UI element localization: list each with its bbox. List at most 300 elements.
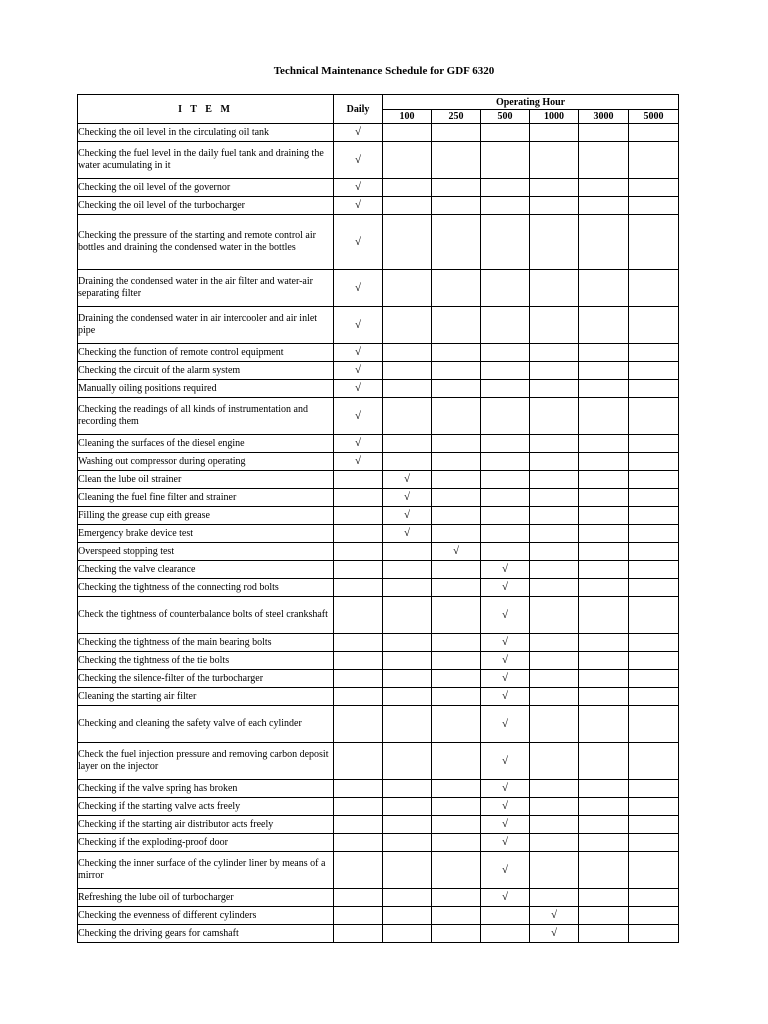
check-mark: √ bbox=[501, 754, 509, 767]
operating-hour-header: Operating Hour bbox=[383, 95, 679, 110]
maintenance-schedule-table bbox=[77, 94, 679, 943]
check-mark: √ bbox=[501, 717, 509, 730]
schedule-cell-100 bbox=[383, 889, 432, 907]
hour-header-1000: 1000 bbox=[530, 110, 579, 124]
item-description: Draining the condensed water in the air filter and water-air separating filter bbox=[78, 270, 334, 307]
schedule-cell-1000 bbox=[530, 307, 579, 344]
schedule-cell-500 bbox=[481, 889, 530, 907]
schedule-cell-Daily bbox=[334, 798, 383, 816]
check-mark: √ bbox=[354, 153, 362, 166]
hour-header-500: 500 bbox=[481, 110, 530, 124]
schedule-cell-Daily bbox=[334, 597, 383, 634]
item-column-header: I T E M bbox=[78, 95, 334, 124]
schedule-cell-1000 bbox=[530, 925, 579, 943]
schedule-cell-1000 bbox=[530, 634, 579, 652]
schedule-cell-Daily bbox=[334, 561, 383, 579]
item-description: Checking the tightness of the main bearing bolts bbox=[78, 634, 334, 652]
hour-header-250: 250 bbox=[432, 110, 481, 124]
schedule-cell-100 bbox=[383, 597, 432, 634]
schedule-cell-250 bbox=[432, 362, 481, 380]
schedule-cell-500 bbox=[481, 142, 530, 179]
schedule-cell-100 bbox=[383, 507, 432, 525]
schedule-cell-100 bbox=[383, 706, 432, 743]
check-mark: √ bbox=[354, 382, 362, 394]
table-row bbox=[78, 579, 679, 597]
check-mark: √ bbox=[501, 836, 509, 848]
schedule-cell-250 bbox=[432, 798, 481, 816]
schedule-cell-Daily bbox=[334, 925, 383, 943]
schedule-cell-250 bbox=[432, 889, 481, 907]
schedule-cell-Daily bbox=[334, 852, 383, 889]
schedule-cell-250 bbox=[432, 706, 481, 743]
schedule-cell-250 bbox=[432, 925, 481, 943]
item-description: Checking if the starting valve acts freely bbox=[78, 798, 334, 816]
check-mark: √ bbox=[501, 891, 509, 903]
item-description: Check the fuel injection pressure and removing carbon deposit layer on the injector bbox=[78, 743, 334, 780]
schedule-cell-3000 bbox=[579, 543, 629, 561]
schedule-cell-3000 bbox=[579, 634, 629, 652]
check-mark: √ bbox=[354, 318, 362, 331]
schedule-cell-100 bbox=[383, 453, 432, 471]
schedule-cell-5000 bbox=[629, 688, 679, 706]
schedule-cell-5000 bbox=[629, 780, 679, 798]
table-row bbox=[78, 780, 679, 798]
schedule-cell-100 bbox=[383, 543, 432, 561]
schedule-cell-3000 bbox=[579, 344, 629, 362]
item-description: Refreshing the lube oil of turbocharger bbox=[78, 889, 334, 907]
schedule-cell-5000 bbox=[629, 816, 679, 834]
schedule-cell-1000 bbox=[530, 197, 579, 215]
schedule-cell-250 bbox=[432, 344, 481, 362]
schedule-cell-100 bbox=[383, 362, 432, 380]
check-mark: √ bbox=[403, 473, 411, 485]
table-row bbox=[78, 453, 679, 471]
item-description: Check the tightness of counterbalance bolts of steel crankshaft bbox=[78, 597, 334, 634]
check-mark: √ bbox=[501, 818, 509, 830]
item-description: Manually oiling positions required bbox=[78, 380, 334, 398]
item-description: Checking the silence-filter of the turbocharger bbox=[78, 670, 334, 688]
schedule-cell-100 bbox=[383, 816, 432, 834]
table-row bbox=[78, 270, 679, 307]
table-row bbox=[78, 834, 679, 852]
check-mark: √ bbox=[354, 281, 362, 294]
table-row bbox=[78, 380, 679, 398]
schedule-cell-1000 bbox=[530, 597, 579, 634]
schedule-cell-250 bbox=[432, 380, 481, 398]
item-description: Checking the pressure of the starting and remote control air bottles and draining the condensed water in the bottles bbox=[78, 215, 334, 270]
table-row bbox=[78, 652, 679, 670]
schedule-cell-100 bbox=[383, 907, 432, 925]
schedule-cell-1000 bbox=[530, 344, 579, 362]
check-mark: √ bbox=[501, 654, 509, 666]
schedule-cell-3000 bbox=[579, 435, 629, 453]
schedule-cell-5000 bbox=[629, 471, 679, 489]
schedule-cell-1000 bbox=[530, 142, 579, 179]
schedule-cell-3000 bbox=[579, 380, 629, 398]
schedule-cell-5000 bbox=[629, 889, 679, 907]
schedule-cell-Daily bbox=[334, 398, 383, 435]
item-description: Emergency brake device test bbox=[78, 525, 334, 543]
schedule-cell-Daily bbox=[334, 179, 383, 197]
schedule-cell-250 bbox=[432, 907, 481, 925]
hour-header-100: 100 bbox=[383, 110, 432, 124]
check-mark: √ bbox=[501, 563, 509, 575]
schedule-cell-Daily bbox=[334, 270, 383, 307]
schedule-cell-500 bbox=[481, 124, 530, 142]
schedule-cell-Daily bbox=[334, 507, 383, 525]
schedule-cell-1000 bbox=[530, 889, 579, 907]
schedule-cell-3000 bbox=[579, 507, 629, 525]
table-row bbox=[78, 743, 679, 780]
item-description: Checking the readings of all kinds of instrumentation and recording them bbox=[78, 398, 334, 435]
item-description: Overspeed stopping test bbox=[78, 543, 334, 561]
schedule-cell-5000 bbox=[629, 307, 679, 344]
schedule-cell-1000 bbox=[530, 652, 579, 670]
schedule-cell-3000 bbox=[579, 907, 629, 925]
check-mark: √ bbox=[354, 455, 362, 467]
schedule-cell-500 bbox=[481, 344, 530, 362]
table-row bbox=[78, 142, 679, 179]
schedule-cell-500 bbox=[481, 179, 530, 197]
schedule-cell-500 bbox=[481, 798, 530, 816]
schedule-cell-100 bbox=[383, 670, 432, 688]
schedule-cell-1000 bbox=[530, 435, 579, 453]
schedule-cell-Daily bbox=[334, 380, 383, 398]
check-mark: √ bbox=[403, 491, 411, 503]
schedule-cell-100 bbox=[383, 471, 432, 489]
item-description: Checking if the exploding-proof door bbox=[78, 834, 334, 852]
check-mark: √ bbox=[354, 126, 362, 138]
schedule-cell-3000 bbox=[579, 834, 629, 852]
schedule-cell-3000 bbox=[579, 307, 629, 344]
schedule-cell-250 bbox=[432, 634, 481, 652]
check-mark: √ bbox=[501, 608, 509, 621]
item-description: Clean the lube oil strainer bbox=[78, 471, 334, 489]
schedule-cell-5000 bbox=[629, 634, 679, 652]
schedule-cell-1000 bbox=[530, 670, 579, 688]
schedule-cell-1000 bbox=[530, 398, 579, 435]
schedule-cell-3000 bbox=[579, 597, 629, 634]
table-row bbox=[78, 124, 679, 142]
schedule-cell-250 bbox=[432, 543, 481, 561]
schedule-cell-Daily bbox=[334, 362, 383, 380]
schedule-cell-500 bbox=[481, 579, 530, 597]
schedule-cell-500 bbox=[481, 543, 530, 561]
schedule-cell-3000 bbox=[579, 362, 629, 380]
schedule-cell-100 bbox=[383, 579, 432, 597]
schedule-cell-3000 bbox=[579, 215, 629, 270]
schedule-cell-3000 bbox=[579, 670, 629, 688]
schedule-cell-5000 bbox=[629, 561, 679, 579]
schedule-cell-500 bbox=[481, 362, 530, 380]
schedule-cell-1000 bbox=[530, 215, 579, 270]
schedule-cell-5000 bbox=[629, 270, 679, 307]
item-description: Checking and cleaning the safety valve of each cylinder bbox=[78, 706, 334, 743]
hour-header-5000: 5000 bbox=[629, 110, 679, 124]
schedule-cell-1000 bbox=[530, 543, 579, 561]
schedule-cell-3000 bbox=[579, 889, 629, 907]
schedule-cell-250 bbox=[432, 834, 481, 852]
schedule-cell-250 bbox=[432, 597, 481, 634]
schedule-cell-Daily bbox=[334, 634, 383, 652]
schedule-cell-500 bbox=[481, 471, 530, 489]
item-description: Checking the oil level in the circulating oil tank bbox=[78, 124, 334, 142]
schedule-cell-500 bbox=[481, 398, 530, 435]
schedule-cell-5000 bbox=[629, 197, 679, 215]
schedule-cell-100 bbox=[383, 142, 432, 179]
schedule-cell-250 bbox=[432, 215, 481, 270]
table-row bbox=[78, 307, 679, 344]
schedule-cell-Daily bbox=[334, 907, 383, 925]
schedule-cell-Daily bbox=[334, 142, 383, 179]
item-description: Cleaning the fuel fine filter and strainer bbox=[78, 489, 334, 507]
check-mark: √ bbox=[403, 509, 411, 521]
schedule-cell-500 bbox=[481, 780, 530, 798]
schedule-cell-3000 bbox=[579, 579, 629, 597]
schedule-cell-Daily bbox=[334, 453, 383, 471]
schedule-cell-1000 bbox=[530, 179, 579, 197]
schedule-cell-500 bbox=[481, 706, 530, 743]
schedule-cell-500 bbox=[481, 307, 530, 344]
schedule-cell-250 bbox=[432, 453, 481, 471]
table-row bbox=[78, 597, 679, 634]
document-title: Technical Maintenance Schedule for GDF 6320 bbox=[273, 65, 495, 77]
schedule-body bbox=[78, 124, 679, 943]
schedule-cell-1000 bbox=[530, 834, 579, 852]
schedule-cell-5000 bbox=[629, 507, 679, 525]
schedule-cell-100 bbox=[383, 798, 432, 816]
table-row bbox=[78, 670, 679, 688]
table-row bbox=[78, 435, 679, 453]
schedule-cell-3000 bbox=[579, 780, 629, 798]
table-row bbox=[78, 215, 679, 270]
schedule-cell-100 bbox=[383, 270, 432, 307]
schedule-cell-3000 bbox=[579, 852, 629, 889]
schedule-cell-100 bbox=[383, 634, 432, 652]
table-row bbox=[78, 507, 679, 525]
schedule-cell-500 bbox=[481, 561, 530, 579]
check-mark: √ bbox=[354, 181, 362, 193]
schedule-cell-3000 bbox=[579, 525, 629, 543]
schedule-cell-1000 bbox=[530, 780, 579, 798]
schedule-cell-5000 bbox=[629, 525, 679, 543]
schedule-cell-1000 bbox=[530, 471, 579, 489]
check-mark: √ bbox=[501, 672, 509, 684]
schedule-cell-1000 bbox=[530, 489, 579, 507]
schedule-cell-500 bbox=[481, 197, 530, 215]
table-row bbox=[78, 543, 679, 561]
schedule-cell-5000 bbox=[629, 362, 679, 380]
table-row bbox=[78, 798, 679, 816]
schedule-cell-1000 bbox=[530, 907, 579, 925]
table-row bbox=[78, 489, 679, 507]
check-mark: √ bbox=[354, 437, 362, 449]
schedule-cell-500 bbox=[481, 597, 530, 634]
schedule-cell-100 bbox=[383, 525, 432, 543]
schedule-cell-250 bbox=[432, 471, 481, 489]
schedule-cell-100 bbox=[383, 124, 432, 142]
schedule-cell-3000 bbox=[579, 688, 629, 706]
schedule-cell-Daily bbox=[334, 543, 383, 561]
check-mark: √ bbox=[501, 800, 509, 812]
check-mark: √ bbox=[452, 545, 460, 557]
item-description: Washing out compressor during operating bbox=[78, 453, 334, 471]
schedule-cell-Daily bbox=[334, 471, 383, 489]
schedule-cell-3000 bbox=[579, 124, 629, 142]
check-mark: √ bbox=[501, 782, 509, 794]
schedule-cell-250 bbox=[432, 816, 481, 834]
schedule-cell-100 bbox=[383, 435, 432, 453]
schedule-cell-5000 bbox=[629, 834, 679, 852]
schedule-cell-3000 bbox=[579, 706, 629, 743]
schedule-cell-3000 bbox=[579, 142, 629, 179]
schedule-cell-Daily bbox=[334, 124, 383, 142]
schedule-cell-Daily bbox=[334, 834, 383, 852]
schedule-cell-250 bbox=[432, 852, 481, 889]
table-row bbox=[78, 179, 679, 197]
schedule-cell-250 bbox=[432, 398, 481, 435]
check-mark: √ bbox=[550, 909, 558, 921]
item-description: Checking the oil level of the turbocharger bbox=[78, 197, 334, 215]
schedule-cell-500 bbox=[481, 907, 530, 925]
schedule-cell-Daily bbox=[334, 706, 383, 743]
schedule-cell-250 bbox=[432, 652, 481, 670]
table-row bbox=[78, 471, 679, 489]
table-row bbox=[78, 362, 679, 380]
schedule-cell-1000 bbox=[530, 816, 579, 834]
schedule-cell-250 bbox=[432, 197, 481, 215]
schedule-cell-100 bbox=[383, 561, 432, 579]
schedule-cell-500 bbox=[481, 435, 530, 453]
schedule-cell-250 bbox=[432, 743, 481, 780]
schedule-cell-1000 bbox=[530, 798, 579, 816]
schedule-cell-100 bbox=[383, 834, 432, 852]
schedule-cell-3000 bbox=[579, 743, 629, 780]
schedule-cell-250 bbox=[432, 307, 481, 344]
schedule-cell-1000 bbox=[530, 362, 579, 380]
schedule-cell-500 bbox=[481, 380, 530, 398]
schedule-cell-Daily bbox=[334, 889, 383, 907]
schedule-cell-500 bbox=[481, 525, 530, 543]
item-description: Checking the fuel level in the daily fuel tank and draining the water acumulating in it bbox=[78, 142, 334, 179]
item-description: Checking the tightness of the connecting rod bolts bbox=[78, 579, 334, 597]
schedule-cell-500 bbox=[481, 453, 530, 471]
table-row bbox=[78, 344, 679, 362]
schedule-cell-500 bbox=[481, 834, 530, 852]
schedule-cell-5000 bbox=[629, 435, 679, 453]
schedule-cell-5000 bbox=[629, 124, 679, 142]
table-row bbox=[78, 706, 679, 743]
check-mark: √ bbox=[354, 346, 362, 358]
schedule-cell-Daily bbox=[334, 743, 383, 780]
schedule-cell-3000 bbox=[579, 471, 629, 489]
schedule-cell-500 bbox=[481, 215, 530, 270]
schedule-cell-250 bbox=[432, 507, 481, 525]
schedule-cell-5000 bbox=[629, 798, 679, 816]
schedule-cell-250 bbox=[432, 670, 481, 688]
schedule-cell-5000 bbox=[629, 398, 679, 435]
schedule-cell-5000 bbox=[629, 489, 679, 507]
check-mark: √ bbox=[550, 927, 558, 939]
check-mark: √ bbox=[354, 235, 362, 248]
schedule-cell-5000 bbox=[629, 743, 679, 780]
schedule-cell-250 bbox=[432, 780, 481, 798]
table-row bbox=[78, 197, 679, 215]
schedule-cell-Daily bbox=[334, 780, 383, 798]
schedule-cell-100 bbox=[383, 398, 432, 435]
schedule-cell-5000 bbox=[629, 652, 679, 670]
item-description: Checking the evenness of different cylinders bbox=[78, 907, 334, 925]
schedule-cell-500 bbox=[481, 489, 530, 507]
schedule-cell-1000 bbox=[530, 852, 579, 889]
table-row bbox=[78, 925, 679, 943]
schedule-cell-5000 bbox=[629, 706, 679, 743]
schedule-cell-100 bbox=[383, 307, 432, 344]
check-mark: √ bbox=[501, 690, 509, 702]
check-mark: √ bbox=[354, 364, 362, 376]
schedule-cell-500 bbox=[481, 634, 530, 652]
schedule-cell-5000 bbox=[629, 543, 679, 561]
table-row bbox=[78, 561, 679, 579]
schedule-cell-5000 bbox=[629, 670, 679, 688]
schedule-cell-100 bbox=[383, 780, 432, 798]
item-description: Checking the oil level of the governor bbox=[78, 179, 334, 197]
table-row bbox=[78, 525, 679, 543]
schedule-cell-250 bbox=[432, 124, 481, 142]
item-description: Cleaning the starting air filter bbox=[78, 688, 334, 706]
schedule-cell-Daily bbox=[334, 344, 383, 362]
item-description: Checking the valve clearance bbox=[78, 561, 334, 579]
schedule-cell-1000 bbox=[530, 380, 579, 398]
schedule-cell-Daily bbox=[334, 670, 383, 688]
schedule-cell-5000 bbox=[629, 907, 679, 925]
table-row bbox=[78, 907, 679, 925]
schedule-cell-100 bbox=[383, 215, 432, 270]
schedule-cell-250 bbox=[432, 489, 481, 507]
schedule-cell-250 bbox=[432, 142, 481, 179]
schedule-cell-5000 bbox=[629, 453, 679, 471]
schedule-cell-3000 bbox=[579, 398, 629, 435]
schedule-cell-250 bbox=[432, 179, 481, 197]
item-description: Checking the circuit of the alarm system bbox=[78, 362, 334, 380]
schedule-cell-250 bbox=[432, 435, 481, 453]
schedule-cell-500 bbox=[481, 670, 530, 688]
schedule-cell-3000 bbox=[579, 270, 629, 307]
schedule-cell-Daily bbox=[334, 816, 383, 834]
check-mark: √ bbox=[354, 409, 362, 422]
schedule-cell-Daily bbox=[334, 435, 383, 453]
check-mark: √ bbox=[501, 636, 509, 648]
schedule-cell-500 bbox=[481, 743, 530, 780]
schedule-cell-1000 bbox=[530, 270, 579, 307]
schedule-cell-5000 bbox=[629, 852, 679, 889]
schedule-cell-100 bbox=[383, 344, 432, 362]
schedule-cell-Daily bbox=[334, 525, 383, 543]
schedule-cell-500 bbox=[481, 652, 530, 670]
schedule-cell-100 bbox=[383, 852, 432, 889]
schedule-cell-3000 bbox=[579, 925, 629, 943]
item-description: Cleaning the surfaces of the diesel engine bbox=[78, 435, 334, 453]
check-mark: √ bbox=[501, 863, 509, 876]
item-description: Checking if the starting air distributor acts freely bbox=[78, 816, 334, 834]
schedule-cell-5000 bbox=[629, 142, 679, 179]
schedule-cell-500 bbox=[481, 688, 530, 706]
check-mark: √ bbox=[354, 199, 362, 211]
schedule-cell-500 bbox=[481, 507, 530, 525]
schedule-cell-250 bbox=[432, 579, 481, 597]
schedule-cell-3000 bbox=[579, 179, 629, 197]
table-row bbox=[78, 634, 679, 652]
